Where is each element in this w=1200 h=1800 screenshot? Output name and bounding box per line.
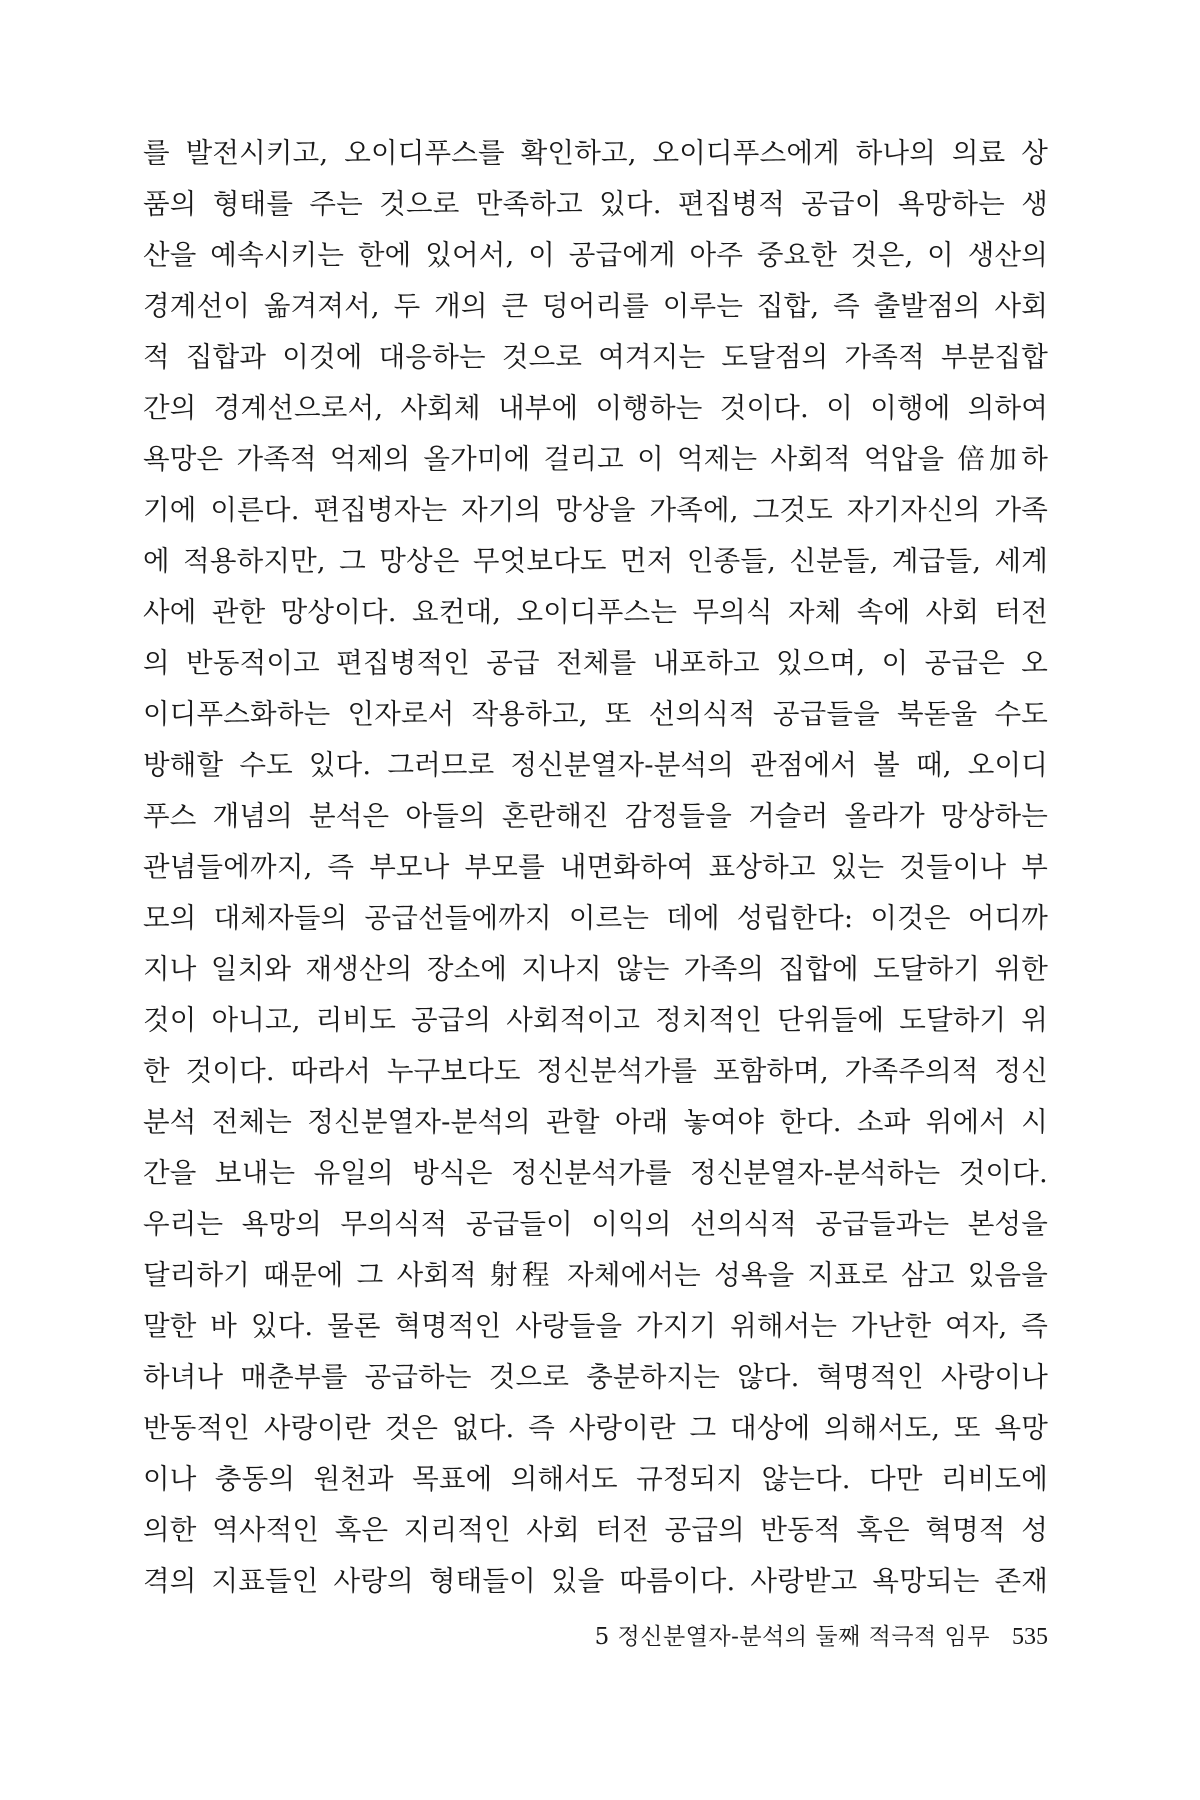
text-line: 지나 일치와 재생산의 장소에 지나지 않는 가족의 집합에 도달하기 위한 <box>143 953 1048 985</box>
text-line: 의 반동적이고 편집병적인 공급 전체를 내포하고 있으며, 이 공급은 오 <box>143 647 1048 679</box>
text-line: 간의 경계선으로서, 사회체 내부에 이행하는 것이다. 이 이행에 의하여 <box>143 392 1048 424</box>
text-line: 격의 지표들인 사랑의 형태들이 있을 따름이다. 사랑받고 욕망되는 존재 <box>143 1565 1048 1597</box>
text-line: 분석 전체는 정신분열자-분석의 관할 아래 놓여야 한다. 소파 위에서 시 <box>143 1106 1048 1138</box>
text-line: 말한 바 있다. 물론 혁명적인 사랑들을 가지기 위해서는 가난한 여자, 즉 <box>143 1310 1048 1342</box>
text-line: 반동적인 사랑이란 것은 없다. 즉 사랑이란 그 대상에 의해서도, 또 욕망 <box>143 1412 1048 1444</box>
text-line: 경계선이 옮겨져서, 두 개의 큰 덩어리를 이루는 집합, 즉 출발점의 사회 <box>143 290 1048 322</box>
page-footer <box>595 1617 1048 1657</box>
body-text <box>143 128 1048 1607</box>
text-line: 것이 아니고, 리비도 공급의 사회적이고 정치적인 단위들에 도달하기 위 <box>143 1004 1048 1036</box>
text-line: 욕망은 가족적 억제의 올가미에 걸리고 이 억제는 사회적 억압을 倍加하 <box>143 443 1048 475</box>
text-line: 의한 역사적인 혹은 지리적인 사회 터전 공급의 반동적 혹은 혁명적 성 <box>143 1514 1048 1546</box>
text-line: 에 적용하지만, 그 망상은 무엇보다도 먼저 인종들, 신분들, 계급들, 세계 <box>143 545 1048 577</box>
text-line: 한 것이다. 따라서 누구보다도 정신분석가를 포함하며, 가족주의적 정신 <box>143 1055 1048 1087</box>
text-line: 품의 형태를 주는 것으로 만족하고 있다. 편집병적 공급이 욕망하는 생 <box>143 188 1048 220</box>
text-line: 달리하기 때문에 그 사회적 射程 자체에서는 성욕을 지표로 삼고 있음을 <box>143 1259 1048 1291</box>
text-line: 적 집합과 이것에 대응하는 것으로 여겨지는 도달점의 가족적 부분집합 <box>143 341 1048 373</box>
text-line: 하녀나 매춘부를 공급하는 것으로 충분하지는 않다. 혁명적인 사랑이나 <box>143 1361 1048 1393</box>
text-line: 우리는 욕망의 무의식적 공급들이 이익의 선의식적 공급들과는 본성을 <box>143 1208 1048 1240</box>
text-line: 이디푸스화하는 인자로서 작용하고, 또 선의식적 공급들을 북돋울 수도 <box>143 698 1048 730</box>
text-line: 사에 관한 망상이다. 요컨대, 오이디푸스는 무의식 자체 속에 사회 터전 <box>143 596 1048 628</box>
page-number: 535 <box>1012 1624 1048 1650</box>
text-line: 이나 충동의 원천과 목표에 의해서도 규정되지 않는다. 다만 리비도에 <box>143 1463 1048 1495</box>
text-line: 기에 이른다. 편집병자는 자기의 망상을 가족에, 그것도 자기자신의 가족 <box>143 494 1048 526</box>
running-head: 5 정신분열자-분석의 둘째 적극적 임무 <box>594 1624 990 1650</box>
text-line: 푸스 개념의 분석은 아들의 혼란해진 감정들을 거슬러 올라가 망상하는 <box>143 800 1048 832</box>
text-line: 간을 보내는 유일의 방식은 정신분석가를 정신분열자-분석하는 것이다. <box>143 1157 1048 1189</box>
text-line: 방해할 수도 있다. 그러므로 정신분열자-분석의 관점에서 볼 때, 오이디 <box>143 749 1048 781</box>
text-line: 산을 예속시키는 한에 있어서, 이 공급에게 아주 중요한 것은, 이 생산의 <box>143 239 1048 271</box>
text-line: 모의 대체자들의 공급선들에까지 이르는 데에 성립한다: 이것은 어디까 <box>143 902 1048 934</box>
text-line: 관념들에까지, 즉 부모나 부모를 내면화하여 표상하고 있는 것들이나 부 <box>143 851 1048 883</box>
text-line: 를 발전시키고, 오이디푸스를 확인하고, 오이디푸스에게 하나의 의료 상 <box>143 137 1048 169</box>
